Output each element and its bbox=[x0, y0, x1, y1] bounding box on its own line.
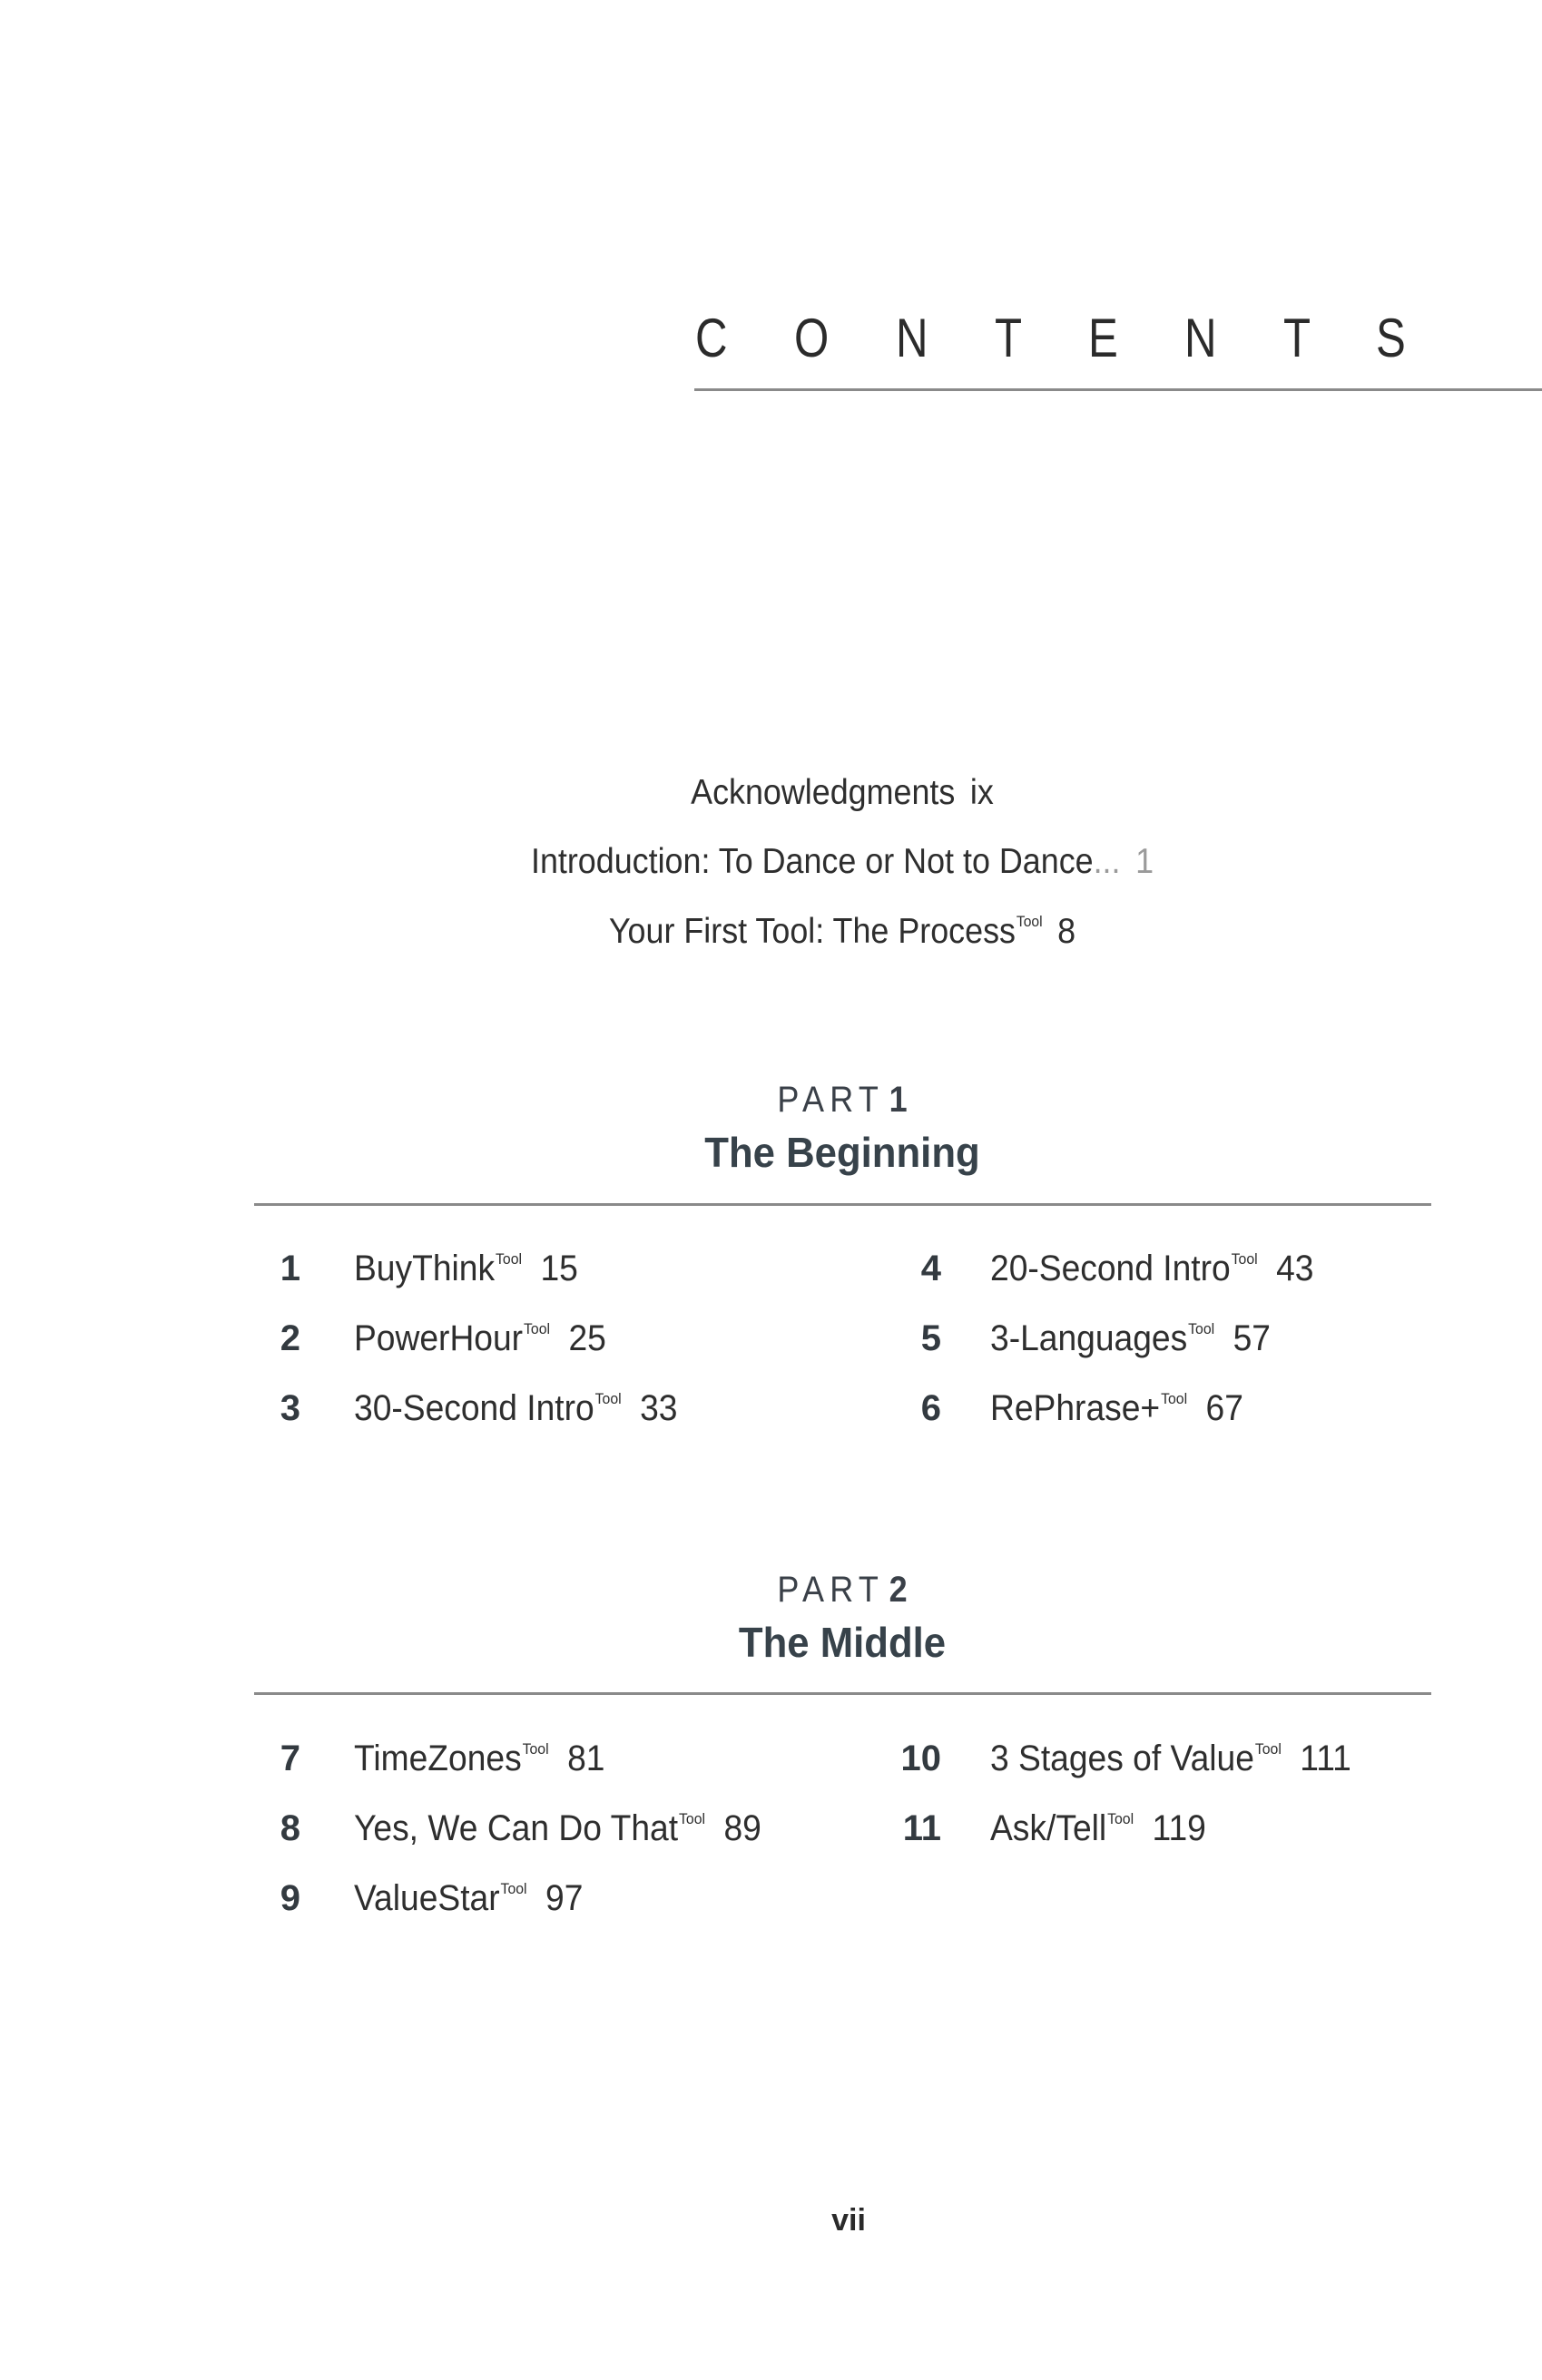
chapter-page: 43 bbox=[1276, 1249, 1314, 1288]
heading-letter: T bbox=[1282, 308, 1311, 368]
trademark-superscript: Tool bbox=[1188, 1320, 1215, 1337]
trademark-superscript: Tool bbox=[522, 1740, 549, 1758]
part-1-rule bbox=[254, 1203, 1431, 1206]
part-2-rule bbox=[254, 1692, 1431, 1695]
page-heading bbox=[695, 307, 1512, 369]
trademark-superscript: Tool bbox=[500, 1880, 527, 1897]
chapter-title: PowerHour bbox=[354, 1318, 524, 1358]
chapter-number: 10 bbox=[900, 1738, 941, 1778]
chapter-number: 9 bbox=[280, 1878, 300, 1918]
part-number: 1 bbox=[889, 1080, 908, 1120]
chapter-number: 2 bbox=[280, 1318, 300, 1358]
part-2-label bbox=[84, 1570, 1542, 1611]
chapter-title: Yes, We Can Do That bbox=[354, 1808, 679, 1848]
chapter-page: 89 bbox=[723, 1808, 761, 1848]
chapter-title: 30-Second Intro bbox=[354, 1388, 594, 1428]
chapter-number: 11 bbox=[902, 1808, 941, 1848]
chapter-page: 81 bbox=[567, 1738, 605, 1778]
heading-letter: N bbox=[1184, 308, 1217, 368]
heading-letter: O bbox=[794, 308, 830, 368]
chapter-title: 3-Languages bbox=[990, 1318, 1188, 1358]
entry-title: Introduction: To Dance or Not to Dance bbox=[530, 842, 1094, 881]
trademark-superscript: Tool bbox=[1107, 1810, 1134, 1827]
chapter-number: 3 bbox=[280, 1388, 300, 1428]
toc-entry-introduction[interactable] bbox=[67, 842, 1542, 882]
chapter-number: 7 bbox=[280, 1738, 300, 1778]
trademark-superscript: Tool bbox=[1254, 1740, 1282, 1758]
entry-title: Acknowledgments bbox=[691, 773, 956, 812]
trademark-superscript: Tool bbox=[1161, 1390, 1188, 1407]
heading-letter: C bbox=[695, 308, 728, 368]
chapter-title: ValueStar bbox=[354, 1878, 500, 1918]
entry-title: Your First Tool: The Process bbox=[608, 912, 1016, 951]
chapter-page: 33 bbox=[640, 1388, 678, 1428]
chapter-page: 119 bbox=[1152, 1808, 1206, 1848]
part-number: 2 bbox=[889, 1570, 908, 1610]
chapter-number: 8 bbox=[280, 1808, 300, 1848]
trademark-superscript: Tool bbox=[1016, 913, 1043, 930]
chapter-page: 25 bbox=[568, 1318, 606, 1358]
heading-letter: E bbox=[1087, 308, 1118, 368]
trademark-superscript: Tool bbox=[496, 1250, 523, 1268]
chapter-number: 4 bbox=[920, 1249, 941, 1288]
chapter-title: BuyThink bbox=[354, 1249, 496, 1288]
page-number: vii bbox=[831, 2203, 866, 2238]
part-1-label bbox=[84, 1080, 1542, 1121]
heading-letter: T bbox=[995, 308, 1023, 368]
chapter-title: 20-Second Intro bbox=[990, 1249, 1231, 1288]
chapter-page: 97 bbox=[545, 1878, 584, 1918]
entry-ellipsis: ... bbox=[1093, 842, 1121, 881]
entry-page: 8 bbox=[1057, 912, 1076, 951]
heading-letter: N bbox=[896, 308, 928, 368]
part-2-title: The Middle bbox=[738, 1619, 947, 1666]
trademark-superscript: Tool bbox=[524, 1320, 551, 1337]
chapter-page: 15 bbox=[540, 1249, 578, 1288]
chapter-page: 111 bbox=[1300, 1738, 1351, 1778]
chapter-title: Ask/Tell bbox=[990, 1808, 1107, 1848]
chapter-title: RePhrase+ bbox=[990, 1388, 1161, 1428]
chapter-number: 6 bbox=[920, 1388, 941, 1428]
heading-letter: S bbox=[1375, 308, 1406, 368]
chapter-title: TimeZones bbox=[354, 1738, 522, 1778]
trademark-superscript: Tool bbox=[594, 1390, 622, 1407]
chapter-number: 1 bbox=[280, 1249, 300, 1288]
part-label-text: PART bbox=[777, 1080, 885, 1120]
toc-entry-acknowledgments[interactable] bbox=[67, 773, 1542, 813]
chapter-page: 67 bbox=[1205, 1388, 1243, 1428]
part-1-title: The Beginning bbox=[704, 1129, 980, 1176]
entry-page: 1 bbox=[1135, 842, 1154, 881]
trademark-superscript: Tool bbox=[678, 1810, 705, 1827]
part-label-text: PART bbox=[777, 1570, 885, 1610]
entry-page: ix bbox=[969, 773, 994, 812]
chapter-title: 3 Stages of Value bbox=[990, 1738, 1254, 1778]
heading-rule bbox=[694, 388, 1542, 391]
chapter-page: 57 bbox=[1233, 1318, 1271, 1358]
trademark-superscript: Tool bbox=[1231, 1250, 1258, 1268]
chapter-number: 5 bbox=[920, 1318, 941, 1358]
toc-entry-first-tool[interactable] bbox=[67, 912, 1542, 952]
